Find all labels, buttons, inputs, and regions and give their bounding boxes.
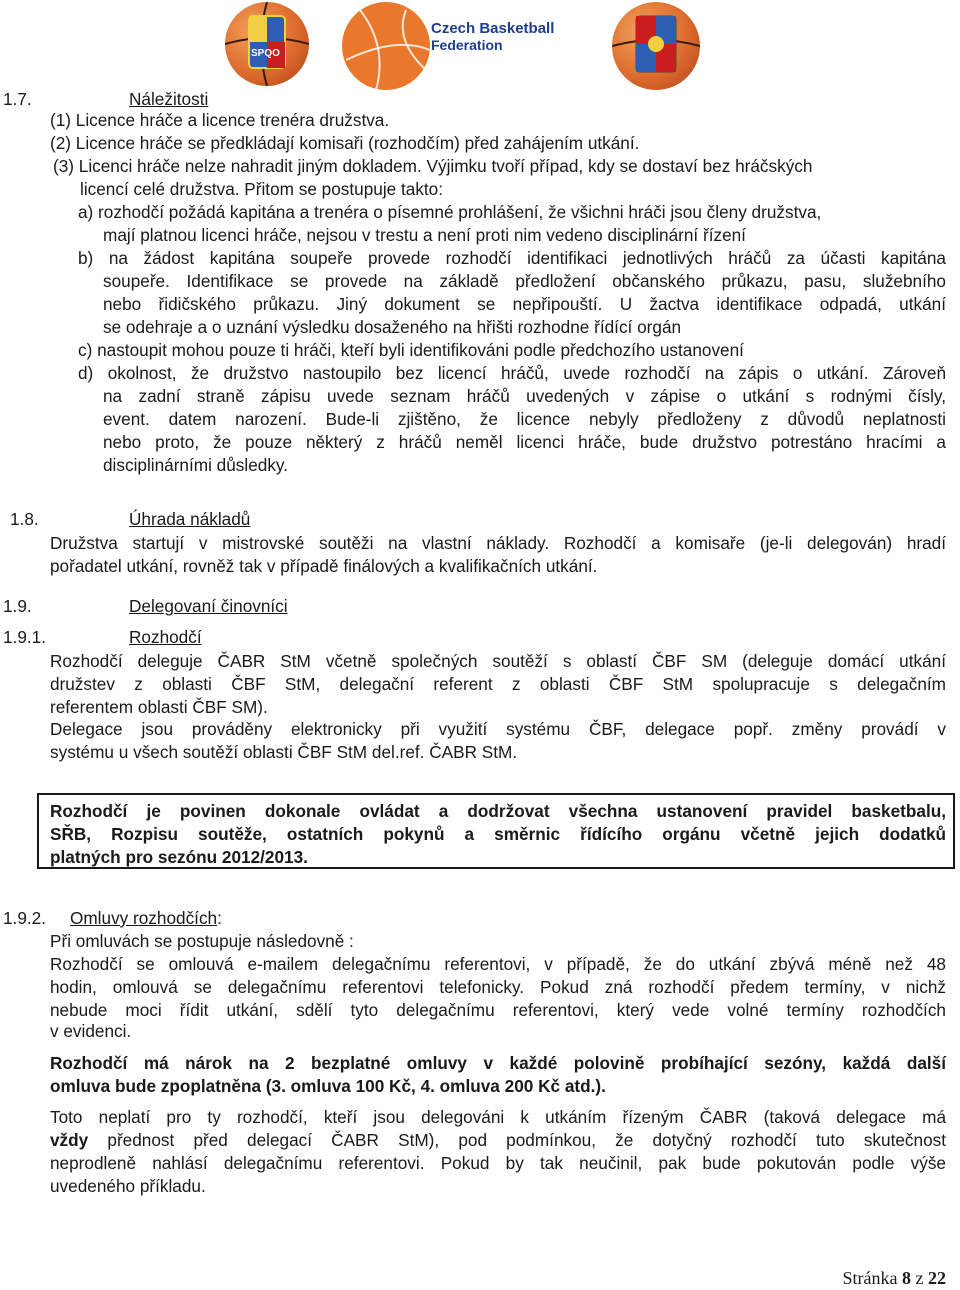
notice-line-3: platných pro sezónu 2012/2013. [50, 847, 308, 867]
s18-line-2: pořadatel utkání, rovněž tak v případě finálových a kvalifikačních utkání. [50, 556, 598, 576]
section-1-9-1-title: Rozhodčí [129, 627, 202, 647]
section-1-9-title: Delegovaní činovníci [129, 596, 288, 616]
s17-item-d-3: event. datem narození. Bude-li zjištěno, že licence nebyly předloženy z důvodů neplatnosti [103, 409, 946, 429]
s191-line-5: systému u všech soutěží oblasti ČBF StM del.ref. ČABR StM. [50, 742, 518, 762]
footer-page-number: 8 [902, 1268, 911, 1288]
s17-line-4: licencí celé družstva. Přitom se postupuje takto: [80, 179, 444, 199]
s192-text-line-2-rest: přednost před delegací ČABR StM), pod podmínkou, že dotyčný rozhodčí tuto skutečnost [88, 1130, 946, 1150]
center-logo-line2: Federation [431, 37, 503, 53]
section-1-9-2-heading [70, 908, 222, 929]
s17-item-a-2: mají platnou licenci hráče, nejsou v trestu a není proti nim vedeno disciplinární řízení [103, 225, 746, 245]
s17-item-b-2: soupeře. Identifikace se provede na základě předložení občanského průkazu, pasu, služebního [103, 271, 946, 291]
section-1-7-number: 1.7. [3, 89, 32, 109]
s192-line-5: v evidenci. [50, 1021, 132, 1041]
s192-text-line-4: uvedeného příkladu. [50, 1176, 206, 1196]
right-logo [612, 2, 700, 90]
footer-prefix: Stránka [842, 1268, 902, 1288]
section-1-9-2-number: 1.9.2. [3, 908, 47, 928]
s191-line-3: referentem oblasti ČBF SM). [50, 697, 268, 717]
section-1-8-title: Úhrada nákladů [129, 509, 251, 529]
s192-text-line-2 [50, 1130, 946, 1150]
section-1-7-title: Náležitosti [129, 89, 209, 109]
left-logo-emblem [225, 2, 309, 86]
s17-item-d-5: disciplinárními důsledky. [103, 455, 288, 475]
left-logo-text: SPQO [251, 48, 280, 59]
section-1-9-2-title: Omluvy rozhodčích [70, 908, 218, 928]
s192-text-line-2-bold: vždy [50, 1130, 89, 1150]
section-1-8-number: 1.8. [10, 509, 39, 529]
s192-text-line-3: neprodleně nahlásí delegačnímu referentovi. Pokud by tak neučinil, pak bude pokutován podle výše [50, 1153, 946, 1173]
s17-item-b-3: nebo řidičského průkazu. Jiný dokument se nepřipouští. U žactva identifikace odpadá, utkání [103, 294, 946, 314]
center-logo-line1: Czech Basketball [431, 20, 555, 37]
s192-bold-line-2: omluva bude zpoplatněna (3. omluva 100 Kč, 4. omluva 200 Kč atd.). [50, 1076, 606, 1096]
right-logo-emblem [612, 2, 700, 90]
footer-page-total: 22 [928, 1268, 946, 1288]
s17-item-d-2: na zadní straně zápisu uvede seznam hráčů uvedených v zápise o utkání s rodnými čísly, [103, 386, 946, 406]
s191-line-1: Rozhodčí deleguje ČABR StM včetně společných soutěží s oblastí ČBF SM (deleguje domácí utkání [50, 651, 946, 671]
s191-line-4: Delegace jsou prováděny elektronicky při využití systému ČBF, delegace popř. změny provádí v [50, 719, 946, 739]
s17-item-c-1: c) nastoupit mohou pouze ti hráči, kteří byli identifikováni podle předchozího ustanovení [78, 340, 744, 360]
s17-line-2: (2) Licence hráče se předkládají komisaři (rozhodčím) před zahájením utkání. [50, 133, 640, 153]
notice-line-1: Rozhodčí je povinen dokonale ovládat a dodržovat všechna ustanovení pravidel basketbalu, [50, 801, 946, 821]
s192-line-2: Rozhodčí se omlouvá e-mailem delegačnímu referentovi, v případě, že do utkání zbývá méně než 48 [50, 954, 946, 974]
s192-text-line-1: Toto neplatí pro ty rozhodčí, kteří jsou delegováni k utkáním řízeným ČABR (taková delegace má [50, 1107, 946, 1127]
section-1-9-2-colon: : [217, 908, 222, 928]
s17-line-1: (1) Licence hráče a licence trenéra družstva. [50, 110, 390, 130]
section-1-9-number: 1.9. [3, 596, 32, 616]
s192-line-3: hodin, omlouvá se delegačnímu referentovi telefonicky. Pokud zná rozhodčí předem termíny, v nichž [50, 977, 946, 997]
notice-line-2: SŘB, Rozpisu soutěže, ostatních pokynů a směrnic řídícího orgánu včetně jejich dodatků [50, 824, 946, 844]
s17-item-a-1: a) rozhodčí požádá kapitána a trenéra o písemné prohlášení, že všichni hráči jsou členy družstva, [78, 202, 822, 222]
footer-mid: z [911, 1268, 928, 1288]
section-1-9-1-number: 1.9.1. [3, 627, 47, 647]
left-logo [225, 2, 309, 86]
page-footer [843, 1268, 946, 1289]
s17-item-d-1: d) okolnost, že družstvo nastoupilo bez licencí hráčů, uvede rozhodčí na zápis o utkání. Zároveň [78, 363, 946, 383]
s191-line-2: družstev z oblasti ČBF StM, delegační referent z oblasti ČBF StM spolupracuje s delegačním [50, 674, 946, 694]
center-logo [336, 0, 586, 92]
s18-line-1: Družstva startují v mistrovské soutěži na vlastní náklady. Rozhodčí a komisaře (je-li delegován) hradí [50, 533, 946, 553]
s17-line-3: (3) Licenci hráče nelze nahradit jiným dokladem. Výjimku tvoří případ, kdy se dostaví bez hráčských [53, 156, 813, 176]
s17-item-b-4: se odehraje a o uznání výsledku dosaženého na hřišti rozhodne řídící orgán [103, 317, 682, 337]
s192-line-1: Při omluvách se postupuje následovně : [50, 931, 354, 951]
s17-item-b-1: b) na žádost kapitána soupeře provede rozhodčí identifikaci jednotlivých hráčů za účasti kapitána [78, 248, 946, 268]
s192-line-4: nebude moci řídit utkání, sdělí tyto delegačnímu referentovi, který vede volné termíny rozhodčích [50, 1000, 946, 1020]
s192-bold-line-1: Rozhodčí má nárok na 2 bezplatné omluvy v každé polovině probíhající sezóny, každá další [50, 1053, 946, 1073]
s17-item-d-4: nebo proto, že pouze některý z hráčů neměl licenci hráče, bude družstvo potrestáno hracími a [103, 432, 946, 452]
